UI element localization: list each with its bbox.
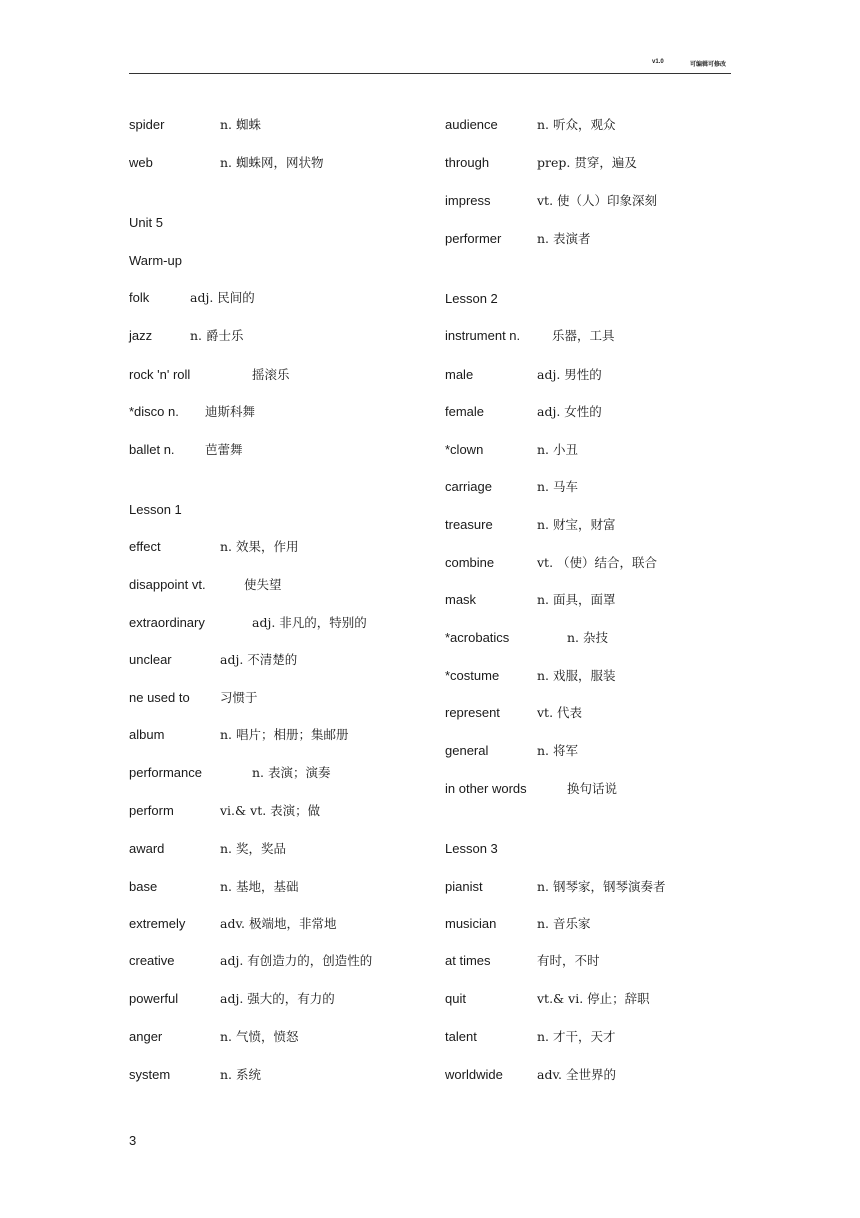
- right-vocab-word: *clown: [445, 442, 484, 457]
- left-vocab-definition: 芭蕾舞: [205, 442, 243, 457]
- version-label: v1.0: [652, 59, 664, 65]
- left-vocab-word: unclear: [129, 652, 172, 667]
- left-vocab-definition: n. 奖，奖品: [220, 841, 286, 856]
- right-vocab-definition: vt. 使（人）印象深刻: [537, 193, 658, 208]
- left-vocab-word: spider: [129, 117, 165, 132]
- right-vocab-definition: n. 听众，观众: [537, 117, 616, 132]
- header-rule: [129, 73, 731, 74]
- right-vocab-definition: 换句话说: [567, 781, 618, 796]
- right-vocab-word: instrument n.: [445, 328, 521, 343]
- right-vocab-word: treasure: [445, 517, 493, 532]
- left-vocab-definition: n. 蜘蛛: [220, 117, 261, 132]
- right-vocab-definition: n. 戏服，服装: [537, 668, 616, 683]
- section-heading-lesson-3: Lesson 3: [445, 841, 498, 856]
- left-vocab-definition: adj. 非凡的，特别的: [252, 615, 367, 630]
- right-vocab-word: male: [445, 367, 474, 382]
- left-vocab-definition: 摇滚乐: [252, 367, 290, 382]
- right-vocab-word: carriage: [445, 479, 492, 494]
- left-vocab-definition: adj. 不清楚的: [220, 652, 298, 667]
- unit-heading: Unit 5: [129, 215, 163, 230]
- left-vocab-word: perform: [129, 803, 174, 818]
- right-vocab-definition: 有时，不时: [537, 953, 600, 968]
- right-vocab-definition: n. 马车: [537, 479, 578, 494]
- left-vocab-definition: n. 蜘蛛网，网状物: [220, 155, 324, 170]
- left-vocab-definition: adj. 有创造力的，创造性的: [220, 953, 373, 968]
- left-vocab-definition: n. 表演；演奏: [252, 765, 331, 780]
- section-heading-warmup: Warm-up: [129, 253, 182, 268]
- right-vocab-definition: n. 将军: [537, 743, 578, 758]
- left-vocab-word: award: [129, 841, 165, 856]
- section-heading-lesson-2: Lesson 2: [445, 291, 498, 306]
- left-vocab-definition: 使失望: [244, 577, 282, 592]
- left-vocab-word: ballet n.: [129, 442, 175, 457]
- left-vocab-word: album: [129, 727, 165, 742]
- right-vocab-definition: n. 财宝，财富: [537, 517, 616, 532]
- right-vocab-word: represent: [445, 705, 500, 720]
- left-vocab-definition: adj. 民间的: [190, 290, 255, 305]
- right-vocab-definition: n. 杂技: [567, 630, 608, 645]
- right-vocab-definition: vt.& vi. 停止；辞职: [537, 991, 650, 1006]
- left-vocab-word: extraordinary: [129, 615, 205, 630]
- header-note: 可编辑可修改: [690, 62, 727, 68]
- right-vocab-definition: vt. （使）结合，联合: [537, 555, 658, 570]
- left-vocab-definition: n. 爵士乐: [190, 328, 244, 343]
- left-vocab-word: ne used to: [129, 690, 190, 705]
- left-vocab-word: disappoint vt.: [129, 577, 206, 592]
- left-vocab-definition: n. 系统: [220, 1067, 261, 1082]
- left-vocab-word: base: [129, 879, 158, 894]
- right-vocab-definition: 乐器，工具: [552, 328, 615, 343]
- right-vocab-word: *acrobatics: [445, 630, 510, 645]
- right-vocab-word: mask: [445, 592, 477, 607]
- left-vocab-word: performance: [129, 765, 202, 780]
- right-vocab-definition: n. 小丑: [537, 442, 578, 457]
- left-vocab-word: powerful: [129, 991, 179, 1006]
- left-vocab-word: jazz: [129, 328, 153, 343]
- right-vocab-word: performer: [445, 231, 502, 246]
- right-vocab-word: combine: [445, 555, 495, 570]
- right-vocab-word: general: [445, 743, 489, 758]
- right-vocab-word: pianist: [445, 879, 483, 894]
- left-vocab-definition: 习惯于: [220, 690, 258, 705]
- left-vocab-definition: n. 气愤，愤怒: [220, 1029, 299, 1044]
- left-vocab-word: *disco n.: [129, 404, 179, 419]
- left-vocab-definition: n. 效果，作用: [220, 539, 299, 554]
- left-vocab-definition: adv. 极端地，非常地: [220, 916, 337, 931]
- left-vocab-word: anger: [129, 1029, 163, 1044]
- right-vocab-definition: n. 钢琴家，钢琴演奏者: [537, 879, 666, 894]
- left-vocab-definition: adj. 强大的，有力的: [220, 991, 335, 1006]
- left-vocab-definition: n. 唱片；相册；集邮册: [220, 727, 349, 742]
- left-vocab-word: web: [129, 155, 153, 170]
- right-vocab-word: at times: [445, 953, 491, 968]
- right-vocab-word: impress: [445, 193, 491, 208]
- right-vocab-word: through: [445, 155, 490, 170]
- right-vocab-definition: adj. 男性的: [537, 367, 602, 382]
- left-vocab-word: extremely: [129, 916, 186, 931]
- right-vocab-definition: vt. 代表: [537, 705, 583, 720]
- left-vocab-definition: vi.& vt. 表演；做: [220, 803, 321, 818]
- right-vocab-word: audience: [445, 117, 498, 132]
- right-vocab-word: talent: [445, 1029, 477, 1044]
- right-vocab-word: quit: [445, 991, 466, 1006]
- left-vocab-word: system: [129, 1067, 171, 1082]
- right-vocab-definition: n. 才干，天才: [537, 1029, 616, 1044]
- right-vocab-word: musician: [445, 916, 497, 931]
- right-vocab-word: *costume: [445, 668, 500, 683]
- right-vocab-definition: n. 表演者: [537, 231, 591, 246]
- left-vocab-word: rock 'n' roll: [129, 367, 191, 382]
- right-vocab-definition: n. 面具，面罩: [537, 592, 616, 607]
- right-vocab-definition: adj. 女性的: [537, 404, 602, 419]
- right-vocab-definition: prep. 贯穿，遍及: [537, 155, 637, 170]
- left-vocab-word: effect: [129, 539, 161, 554]
- right-vocab-word: female: [445, 404, 485, 419]
- left-vocab-definition: n. 基地，基础: [220, 879, 299, 894]
- page-number: 3: [129, 1133, 137, 1148]
- right-vocab-word: worldwide: [445, 1067, 503, 1082]
- left-vocab-word: folk: [129, 290, 150, 305]
- left-vocab-word: creative: [129, 953, 175, 968]
- right-vocab-word: in other words: [445, 781, 527, 796]
- right-vocab-definition: adv. 全世界的: [537, 1067, 616, 1082]
- section-heading-lesson-1: Lesson 1: [129, 502, 182, 517]
- left-vocab-definition: 迪斯科舞: [205, 404, 256, 419]
- right-vocab-definition: n. 音乐家: [537, 916, 591, 931]
